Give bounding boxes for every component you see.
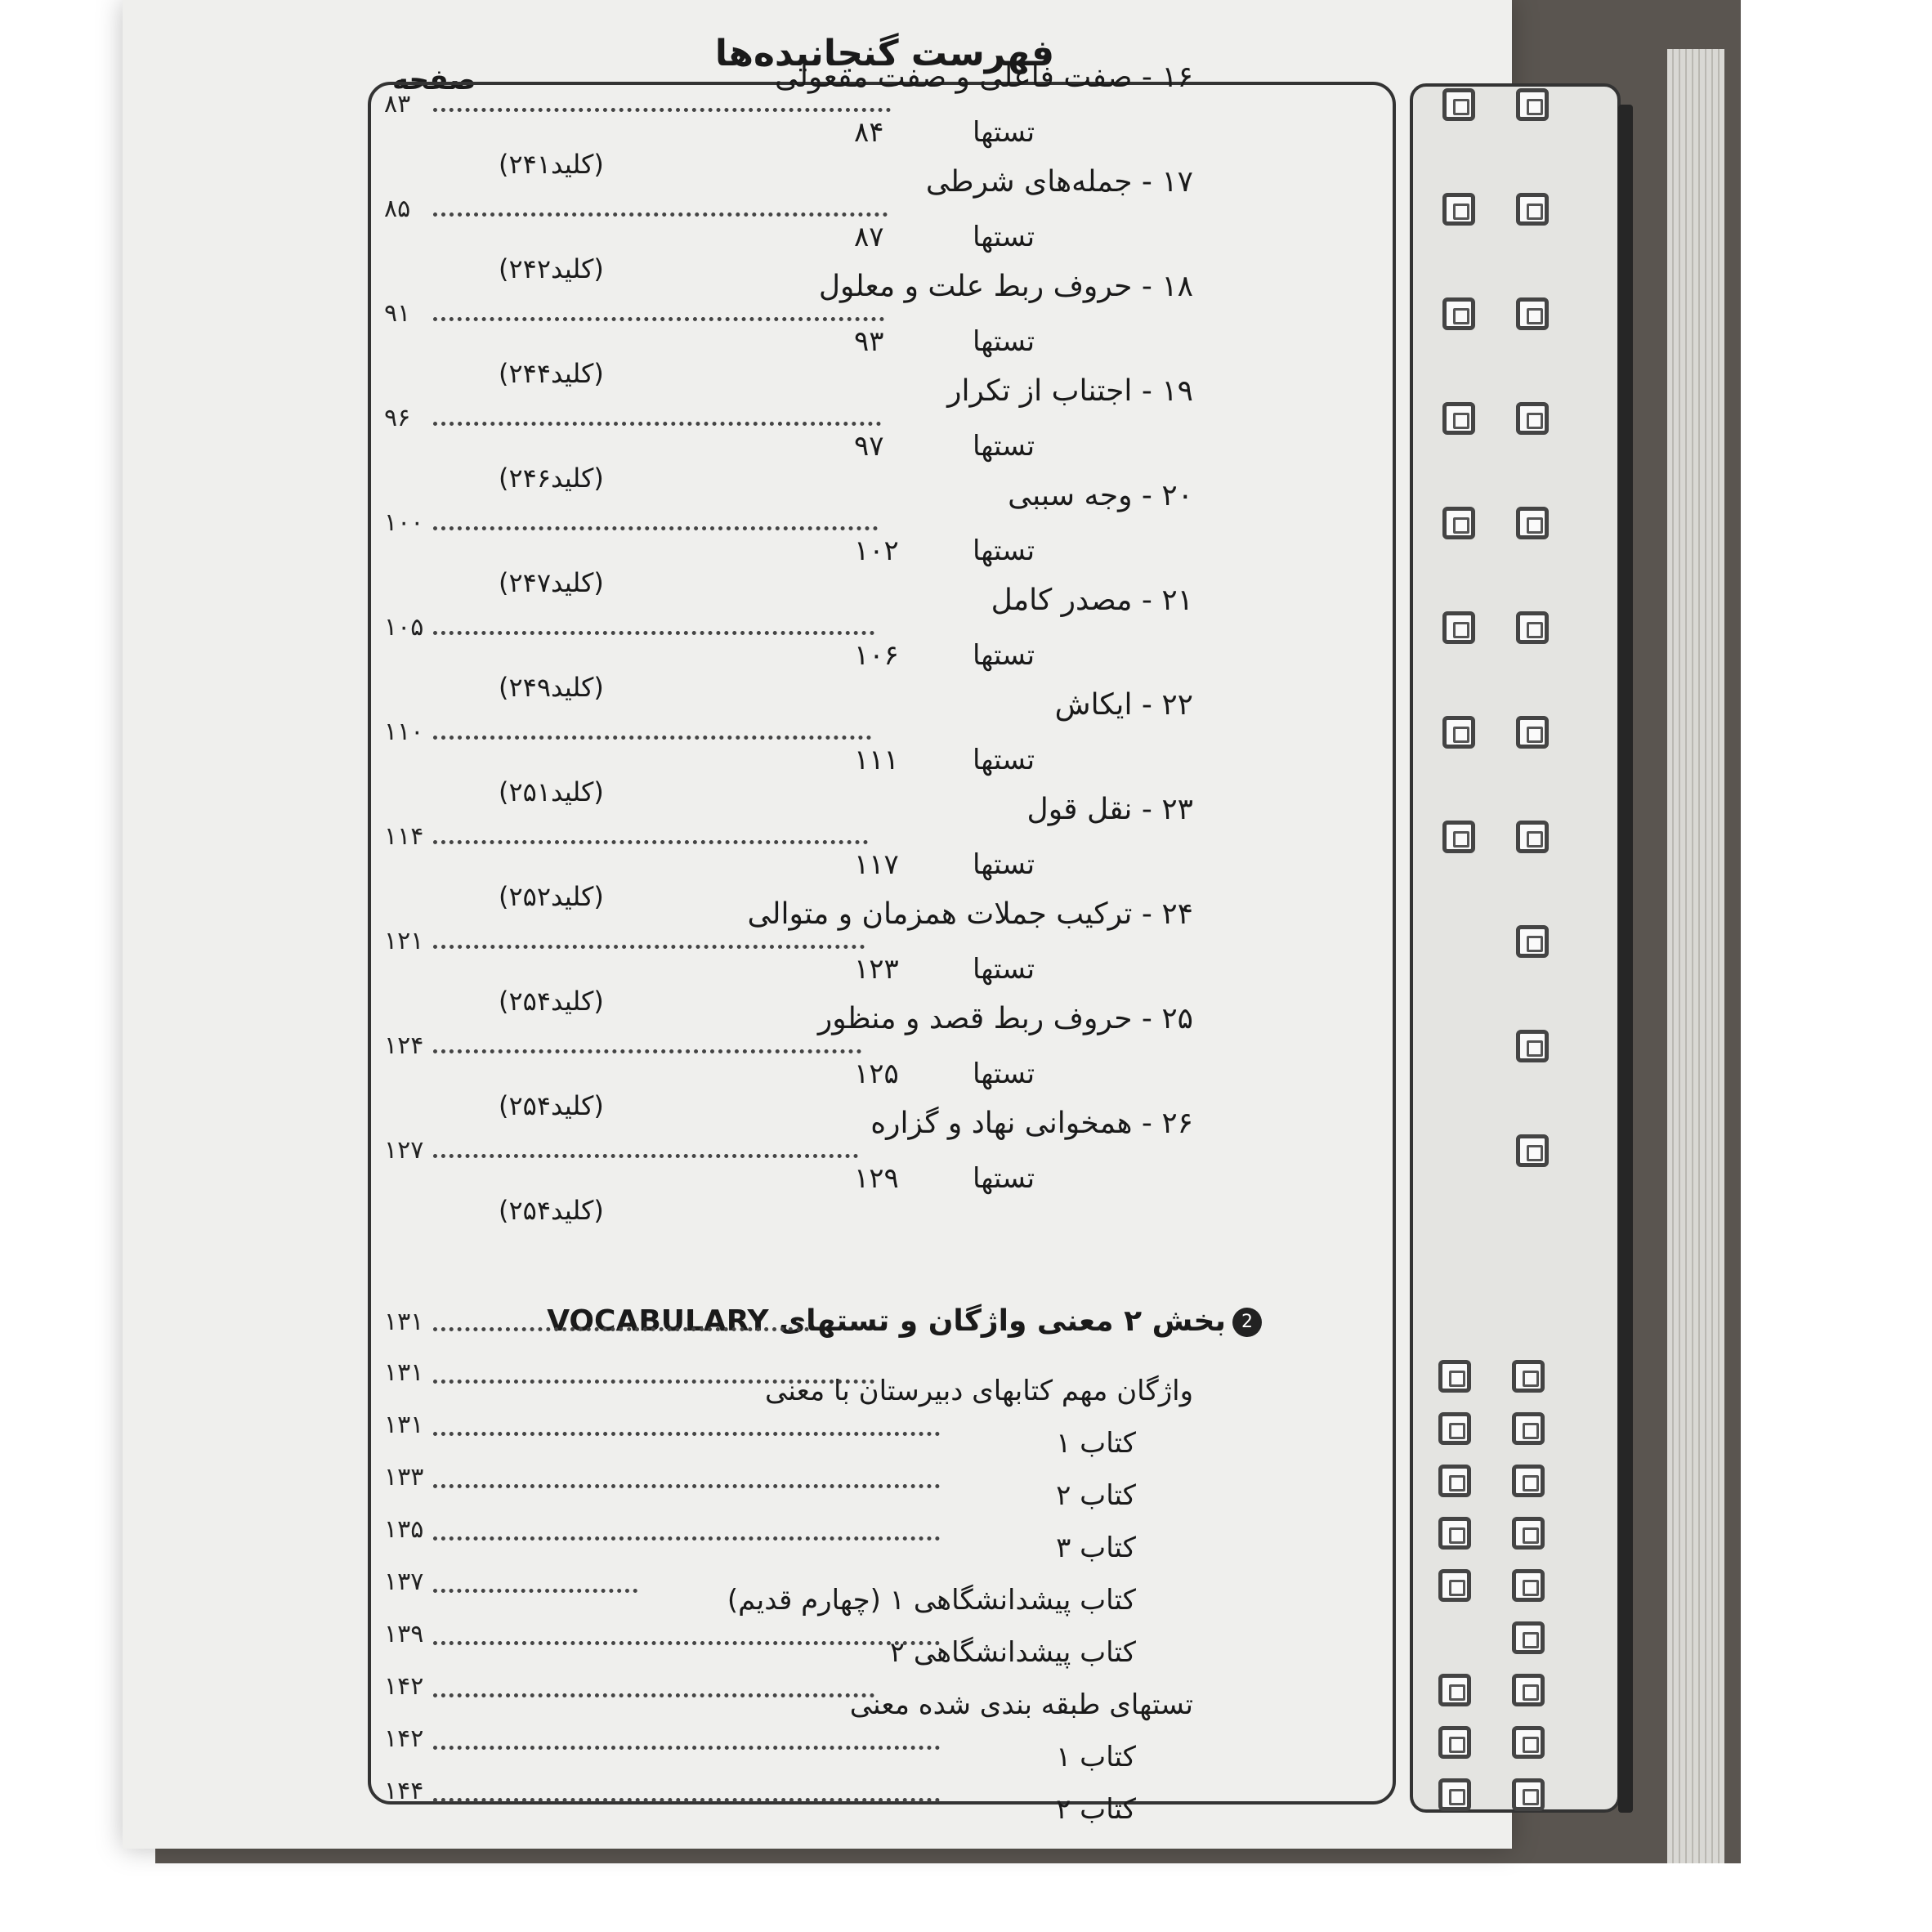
checkbox-icon <box>1516 88 1549 121</box>
dot-leader <box>433 631 874 635</box>
dot-leader <box>433 1589 637 1593</box>
checkbox-icon <box>1512 1517 1545 1550</box>
checkbox-icon <box>1516 297 1549 330</box>
toc-entry-page: ۱۱۰ <box>384 718 424 746</box>
section-item-title: کتاب ۲ <box>1056 1793 1136 1826</box>
toc-entry-page: ۹۱ <box>384 299 411 328</box>
dot-leader <box>433 1154 858 1158</box>
checkbox-icon <box>1442 193 1475 226</box>
checkbox-icon <box>1442 297 1475 330</box>
answer-key: (کلید۲۴۲) <box>499 253 604 284</box>
checkbox-icon <box>1512 1726 1545 1759</box>
section-item-title: کتاب پیشدانشگاهی ۱ (چهارم قدیم) <box>727 1584 1136 1617</box>
checkbox-icon <box>1512 1621 1545 1654</box>
dot-leader <box>433 526 878 530</box>
toc-entry-title: ۲۱ - مصدر کامل <box>991 584 1193 617</box>
answer-key: (کلید۲۴۷) <box>499 567 604 598</box>
section-page: ۱۳۱ <box>384 1308 424 1336</box>
answer-key: (کلید۲۵۴) <box>499 986 604 1017</box>
checkbox-icon <box>1512 1465 1545 1497</box>
checkbox-icon <box>1442 507 1475 539</box>
toc-entry-title: ۱۸ - حروف ربط علت و معلول <box>818 270 1193 303</box>
dot-leader <box>433 1049 861 1053</box>
tests-label: تستها <box>973 325 1035 358</box>
section-item-title: واژگان مهم کتابهای دبیرستان با معنی <box>765 1375 1193 1407</box>
checkbox-icon <box>1516 611 1549 644</box>
toc-entry-title: ۲۲ - ایکاش <box>1054 688 1193 722</box>
dot-leader <box>433 1693 874 1697</box>
side-bar <box>1618 105 1633 1813</box>
answer-key: (کلید۲۴۴) <box>499 358 604 389</box>
checkbox-icon <box>1438 1569 1471 1602</box>
section-item-page: ۱۴۲ <box>384 1724 424 1753</box>
answer-key: (کلید۲۵۴) <box>499 1090 604 1121</box>
tests-page: ۸۷ <box>854 221 884 253</box>
checkbox-icon <box>1442 716 1475 749</box>
dot-leader <box>433 1432 940 1436</box>
checkbox-icon <box>1438 1726 1471 1759</box>
tests-page: ۹۳ <box>854 325 884 358</box>
section-item-title: کتاب ۲ <box>1056 1479 1136 1512</box>
toc-entry-title: ۱۹ - اجتناب از تکرار <box>947 374 1193 408</box>
checkbox-icon <box>1512 1569 1545 1602</box>
dot-leader <box>433 422 881 426</box>
checkbox-icon <box>1516 925 1549 958</box>
answer-key: (کلید۲۵۱) <box>499 776 604 807</box>
toc-entry-page: ۱۰۵ <box>384 613 424 642</box>
checkbox-icon <box>1516 402 1549 435</box>
checkbox-icon <box>1442 611 1475 644</box>
checkbox-icon <box>1442 821 1475 853</box>
checkbox-icon <box>1442 88 1475 121</box>
tests-label: تستها <box>973 639 1035 672</box>
section-item-page: ۱۳۵ <box>384 1515 424 1544</box>
section-item-title: کتاب ۱ <box>1056 1741 1136 1773</box>
section-item-title: تستهای طبقه بندی شده معنی <box>849 1688 1193 1721</box>
checkbox-icon <box>1438 1360 1471 1393</box>
tests-label: تستها <box>973 848 1035 881</box>
page-title: فهرست گنجانیده‌ها <box>714 33 1054 74</box>
toc-entry-page: ۱۱۴ <box>384 822 424 851</box>
toc-entry-title: ۲۵ - حروف ربط قصد و منظور <box>817 1002 1193 1035</box>
checkbox-icon <box>1438 1674 1471 1706</box>
dot-leader <box>433 1327 809 1331</box>
section-item-title: کتاب ۳ <box>1056 1532 1136 1564</box>
answer-key: (کلید۲۵۲) <box>499 881 604 912</box>
checkbox-icon <box>1516 1030 1549 1062</box>
toc-entry-title: ۲۰ - وجه سببی <box>1008 479 1193 512</box>
checkbox-icon <box>1516 821 1549 853</box>
answer-key: (کلید۲۴۱) <box>499 149 604 180</box>
tests-label: تستها <box>973 1058 1035 1090</box>
section-item-page: ۱۴۲ <box>384 1672 424 1701</box>
checkbox-icon <box>1512 1674 1545 1706</box>
section-item-page: ۱۳۱ <box>384 1358 424 1387</box>
dot-leader <box>433 1641 940 1645</box>
dot-leader <box>433 317 884 321</box>
checkbox-icon <box>1516 716 1549 749</box>
toc-entry-page: ۹۶ <box>384 404 411 432</box>
checkbox-panel <box>1410 83 1621 1813</box>
dot-leader <box>433 945 865 949</box>
section-item-title: کتاب ۱ <box>1056 1427 1136 1460</box>
toc-entry-page: ۸۳ <box>384 90 411 119</box>
toc-entry-title: ۲۳ - نقل قول <box>1026 793 1193 826</box>
dot-leader <box>433 1746 940 1750</box>
tests-page: ۱۰۶ <box>854 639 899 672</box>
dot-leader <box>433 108 891 112</box>
answer-key: (کلید۲۴۶) <box>499 463 604 494</box>
section-item-page: ۱۳۹ <box>384 1620 424 1648</box>
checkbox-icon <box>1442 402 1475 435</box>
section-item-page: ۱۳۱ <box>384 1411 424 1439</box>
dot-leader <box>433 1484 940 1488</box>
checkbox-icon <box>1512 1412 1545 1445</box>
tests-label: تستها <box>973 744 1035 776</box>
toc-entry-page: ۱۲۱ <box>384 927 424 955</box>
dot-leader <box>433 1536 940 1541</box>
tests-label: تستها <box>973 221 1035 253</box>
tests-label: تستها <box>973 534 1035 567</box>
dot-leader <box>433 212 888 217</box>
section-item-page: ۱۴۴ <box>384 1777 424 1805</box>
tests-page: ۸۴ <box>854 116 884 149</box>
checkbox-icon <box>1516 193 1549 226</box>
tests-label: تستها <box>973 116 1035 149</box>
dot-leader <box>433 840 868 844</box>
tests-page: ۹۷ <box>854 430 884 463</box>
answer-key: (کلید۲۴۹) <box>499 672 604 703</box>
section-item-title: کتاب پیشدانشگاهی ۲ <box>889 1636 1136 1669</box>
section-item-page: ۱۳۷ <box>384 1568 424 1596</box>
tests-page: ۱۲۳ <box>854 953 899 986</box>
book-page <box>123 0 1512 1849</box>
tests-page: ۱۲۵ <box>854 1058 899 1090</box>
toc-entry-page: ۱۲۴ <box>384 1031 424 1060</box>
checkbox-icon <box>1438 1465 1471 1497</box>
toc-entry-title: ۲۴ - ترکیب جملات همزمان و متوالی <box>747 897 1193 931</box>
tests-label: تستها <box>973 953 1035 986</box>
section-title: بخش ۲ معنی واژگان و تستهای VOCABULARY <box>547 1304 1226 1338</box>
checkbox-icon <box>1512 1778 1545 1811</box>
page-column-label: صفحه <box>392 64 476 96</box>
checkbox-icon <box>1516 507 1549 539</box>
toc-entry-title: ۱۶ - صفت فاعلی و صفت مفعولی <box>775 60 1193 94</box>
toc-entry-title: ۱۷ - جمله‌های شرطی <box>925 165 1193 199</box>
dot-leader <box>433 1798 940 1802</box>
toc-entry-page: ۱۰۰ <box>384 508 424 537</box>
checkbox-icon <box>1516 1134 1549 1167</box>
toc-entry-title: ۲۶ - همخوانی نهاد و گزاره <box>870 1107 1193 1140</box>
tests-label: تستها <box>973 430 1035 463</box>
tests-page: ۱۲۹ <box>854 1162 899 1195</box>
tests-page: ۱۱۷ <box>854 848 899 881</box>
checkbox-icon <box>1438 1412 1471 1445</box>
tests-label: تستها <box>973 1162 1035 1195</box>
dot-leader <box>433 1380 874 1384</box>
tests-page: ۱۰۲ <box>854 534 899 567</box>
checkbox-icon <box>1438 1778 1471 1811</box>
toc-entry-page: ۱۲۷ <box>384 1136 424 1165</box>
dot-leader <box>433 736 871 740</box>
checkbox-icon <box>1512 1360 1545 1393</box>
checkbox-icon <box>1438 1517 1471 1550</box>
answer-key: (کلید۲۵۴) <box>499 1195 604 1226</box>
tests-page: ۱۱۱ <box>854 744 899 776</box>
toc-entry-page: ۸۵ <box>384 195 411 223</box>
section-item-page: ۱۳۳ <box>384 1463 424 1491</box>
page-edges <box>1667 49 1724 1863</box>
section-number-icon: 2 <box>1232 1308 1262 1337</box>
